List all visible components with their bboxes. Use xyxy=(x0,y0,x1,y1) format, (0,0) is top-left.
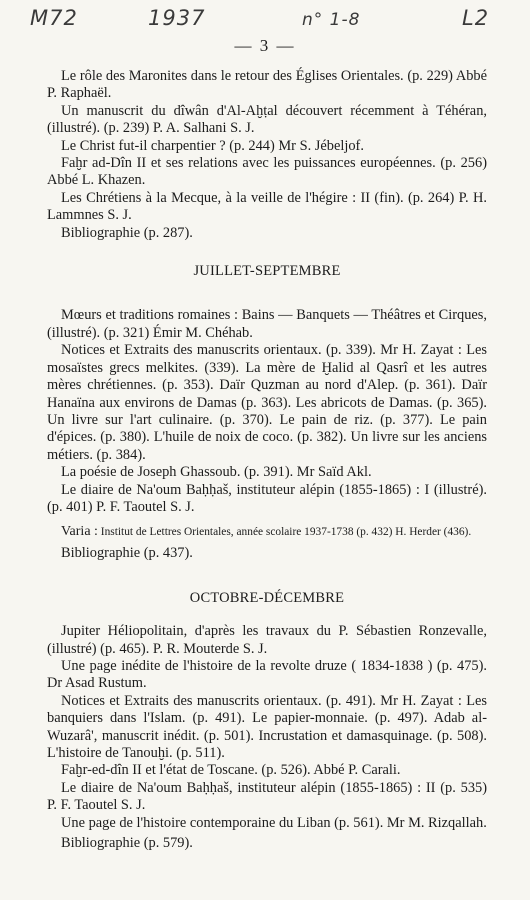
table-of-contents xyxy=(47,68,487,852)
entry: Les Chrétiens à la Mecque, à la veille de l'hégire : II (fin). (p. 264) P. H. Lammnes S. J. xyxy=(47,189,487,224)
section-heading: JUILLET-SEPTEMBRE xyxy=(193,263,341,280)
entry: Une page de l'histoire contemporaine du Liban (p. 561). Mr M. Rizqallah. xyxy=(61,814,487,831)
entry: Bibliographie (p. 287). xyxy=(61,224,193,241)
section-heading: OCTOBRE-DÉCEMBRE xyxy=(189,589,345,606)
entry: Le rôle des Maronites dans le retour des Églises Orientales. (p. 229) Abbé P. Raphaël. xyxy=(47,68,487,102)
entry: Une page inédite de l'histoire de la revolte druze ( 1834-1838 ) (p. 475). Dr Asad Rustum. xyxy=(47,657,487,692)
entry: Mœurs et traditions romaines : Bains — Banquets — Théâtres et Cirques, (illustré). (p. 321) Émir M. Chéhab. xyxy=(47,307,487,341)
handwritten-note-4: L2 xyxy=(462,6,490,30)
entry: Le diaire de Na'oum Baḥḥaš, instituteur alépin (1855-1865) : II (p. 535) P. F. Taoutel S. J. xyxy=(47,779,487,814)
entry: Faḫr-ed-dîn II et l'état de Toscane. (p. 526). Abbé P. Carali. xyxy=(61,762,401,779)
varia-entry xyxy=(47,525,487,539)
varia-label: Varia : xyxy=(61,524,98,540)
handwritten-note-2: 1937 xyxy=(148,6,206,30)
entry: Un manuscrit du dîwân d'Al-Aḫṭal découvert récemment à Téhéran, (illustré). (p. 239) P. A. Salhani S. J. xyxy=(47,102,487,137)
varia-text: Institut de Lettres Orientales, année scolaire 1937-1738 (p. 432) H. Herder (436). xyxy=(100,526,472,539)
entry: Le diaire de Na'oum Baḥḥaš, instituteur alépin (1855-1865) : I (illustré). (p. 401) P. F. Taoutel S. J. xyxy=(47,481,487,515)
entry: Bibliographie (p. 579). xyxy=(61,835,193,852)
entry: Jupiter Héliopolitain, d'après les travaux du P. Sébastien Ronzevalle, (illustré) (p. 465). P. R. Mouterde S. J. xyxy=(47,623,487,657)
entry: Notices et Extraits des manuscrits orientaux. (p. 339). Mr H. Zayat : Les mosaïstes grecs melkites. (339). La mère de Ḫalid al Qasrî et les autres mères chrétiennes. (p. 353). Daïr Quzman au nord d'Alep. (p. 361). Daïr Hanaïna aux environs de Damas (p. 363). Les abricots de Damas. (p. 365). Un livre sur l'art culinaire. (p. 370). Le pain de riz. (p. 377). Le pain d'épices. (p. 380). L'huile de noix de coco. (p. 382). Un livre sur les anciens métiers. (p. 384). xyxy=(47,342,487,463)
handwritten-note-3: n° 1-8 xyxy=(302,10,361,30)
entry: Faḫr ad-Dîn II et ses relations avec les puissances européennes. (p. 256) Abbé L. Khazen. xyxy=(47,155,487,189)
entry: La poésie de Joseph Ghassoub. (p. 391). Mr Saïd Akl. xyxy=(61,464,372,481)
handwritten-note-1: M72 xyxy=(30,6,78,30)
entry: Bibliographie (p. 437). xyxy=(61,545,193,562)
entry: Le Christ fut-il charpentier ? (p. 244) Mr S. Jébeljof. xyxy=(61,137,364,154)
entry: Notices et Extraits des manuscrits orientaux. (p. 491). Mr H. Zayat : Les banquiers dans l'Islam. (p. 491). Le papier-monnaie. (p. 497). Adab al-Wuzarâ', manuscrit inédit. (p. 501). Incrustation et damasquinage. (p. 508). L'histoire de Tanouḫi. (p. 511). xyxy=(47,692,487,761)
page-number: — 3 — xyxy=(234,36,296,55)
